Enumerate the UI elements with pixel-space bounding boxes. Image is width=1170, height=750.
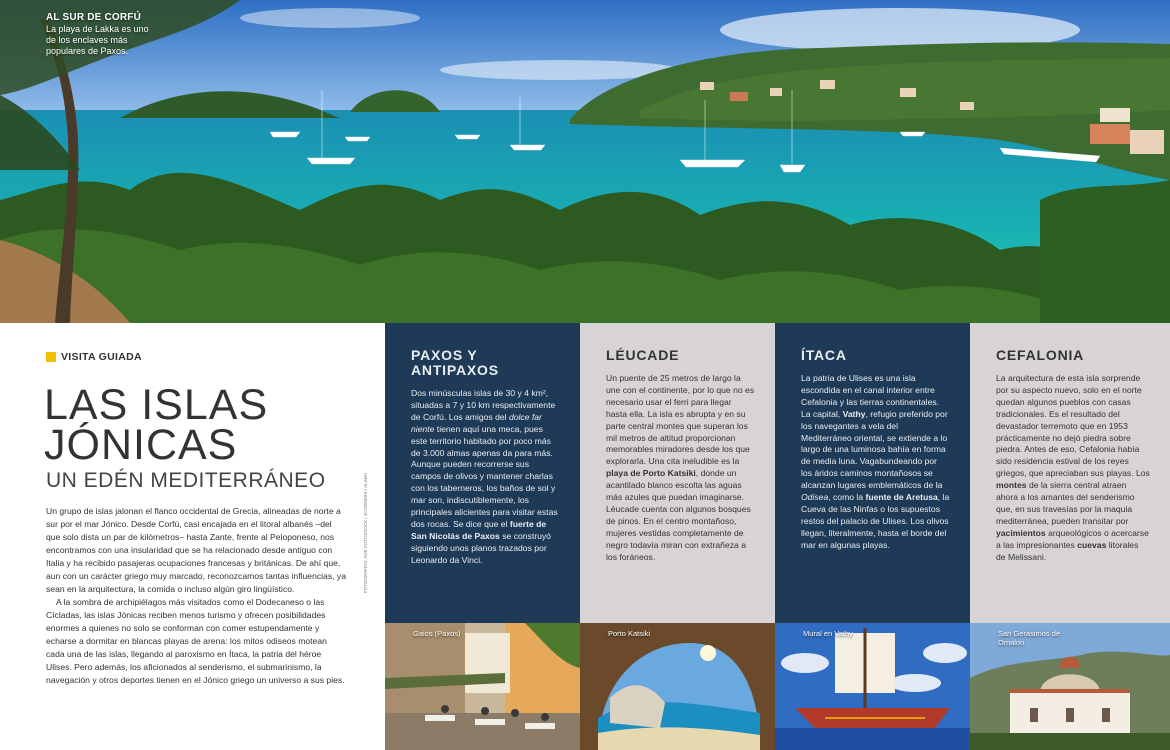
column-leucade (580, 323, 775, 623)
body-text: Un puente de 25 metros de largo la une con el continente, por lo que no es necesario usar el ferri para llegar hasta ella. La isla es abrupta y en su parte central montes que superan los mil metros de altitud proporcionan memorables miradores desde los que explorarla. Una cita ineludible es la (606, 373, 755, 467)
highlight-text: Vathy (842, 408, 866, 419)
intro-paragraph-2: A la sombra de archipiélagos más visitados como el Dodecaneso o las Cícladas, las islas Jónicas reciben menos turismo y ofrecen posibilidades enormes a quienes no solo se conforman con comer estupendamente y echarse a dormitar en blancas playas de arena: los mitos odiseos motean cada una de las islas, llegando al paroxismo en Ítaca, la patria del héroe Ulises. Pero además, los aficionados al senderismo, el submarinismo, la navegación y otros deportes tienen en el Jónico griego un universo a sus pies. (46, 597, 345, 685)
body-text: , donde un acantilado blanco escolta las aguas más azules que puedan imaginarse. Léucade cuenta con algunos bosques de pinos. En el centro montañoso, mujeres vestidas completamente de negro todavía miran con extrañeza a los foráneos. (606, 468, 751, 562)
column-body (801, 373, 950, 552)
column-body (411, 388, 560, 567)
intro-body (46, 505, 346, 687)
title-line-1: LAS ISLAS (44, 381, 269, 429)
lakka-bay-image (0, 0, 1170, 323)
title-line-2: JÓNICAS (44, 421, 238, 469)
photo-gaios (385, 623, 580, 750)
highlight-text: fuente de Aretusa (865, 492, 938, 503)
body-text: arqueológicos o acercarse a las impresionantes (996, 527, 1149, 550)
column-body (996, 373, 1150, 564)
intro-section (0, 323, 385, 750)
column-paxos (385, 323, 580, 623)
hero-caption-text: La playa de Lakka es uno de los enclaves más populares de Paxos. (46, 24, 149, 56)
body-text: , la Cueva de las Ninfas o los supuestos restos del palacio de Ulises. Los olivos llegan, literalmente, hasta el borde del mar en algunas playas. (801, 492, 950, 550)
vathy-mural-image (775, 623, 970, 750)
intro-paragraph-1: Un grupo de islas jalonan el flanco occidental de Grecia, alineadas de norte a sur por el mar Jónico. Desde Corfú, casi encajada en el litoral albanés –del que solo dista un par de kilómetros– hasta Zante, frente al Peloponeso, nos encontramos con una insularidad que se ha relacionado desde antiguo con Italia y ha recibido pasajeras ocupaciones francesas y británicas. De ahí que, aun con un carácter griego muy marcado, reconozcamos tantas influencias, ya sean en la arquitectura, la comida o incluso algún giro lingüístico. (46, 506, 346, 594)
body-text: , como la (828, 492, 866, 503)
column-itaca (775, 323, 970, 623)
body-text: La patria de Ulises es una isla escondida en el canal interior entre Cefalonia y las tierras continentales. La capital, (801, 373, 940, 419)
column-cefalonia (970, 323, 1170, 623)
highlight-text: yacimientos (996, 527, 1046, 538)
body-text: Dos minúsculas islas de 30 y 4 km², situadas a 7 y 10 km respectivamente de Corfú. Los amigos del (411, 388, 556, 422)
italic-text: Odisea (801, 492, 829, 503)
body-text: , refugio preferido por los navegantes a vela del Mediterráneo oriental, se extiende a lo largo de una luminosa bahía en forma de media luna. Vagabundeando por los áridos caminos montañosos se alcanzan lugares emblemáticos de la (801, 408, 948, 491)
body-text: de la sierra central atraen ahora a los amantes del senderismo que, en sus travesías por la maquia mediterránea, pueden transitar por (996, 480, 1135, 526)
highlight-text: cuevas (1077, 539, 1107, 550)
body-text: tienen aquí una meca, pues este territorio habitado por poco más de 3.000 almas apenas da para más. Aunque pueden recorrerse sus campos de olivos y mantener charlas con los taberneros, los baños de sol y mar son, indiscutiblemente, los principales alicientes para visitar estas dos rocas. Se dice que el (411, 423, 558, 529)
hero-caption (46, 12, 156, 57)
page-title (44, 381, 269, 469)
gaios-street-image (385, 623, 580, 750)
italic-text: dolce far niente (411, 411, 542, 434)
highlight-text: fuerte de San Nicolás de Paxos (411, 518, 547, 541)
photo-label: Mural en Vathy (803, 629, 853, 638)
section-tag (46, 351, 142, 363)
hero-caption-title: AL SUR DE CORFÚ (46, 12, 142, 23)
column-title: LÉUCADE (606, 347, 680, 363)
photo-label: Porto Katsiki (608, 629, 651, 638)
section-tag-label: VISITA GUIADA (61, 351, 142, 363)
body-text: se construyó siguiendo unos planos trazados por Leonardo da Vinci. (411, 530, 551, 565)
column-title: CEFALONIA (996, 347, 1085, 363)
photo-porto-katsiki (580, 623, 775, 750)
column-title: PAXOS Y ANTIPAXOS (411, 347, 499, 378)
yellow-square-icon (46, 352, 56, 362)
photo-label: San Gerasimos de Omalon. (998, 629, 1061, 647)
photo-san-gerasimos (970, 623, 1170, 750)
photo-vathy-mural (775, 623, 970, 750)
column-body (606, 373, 755, 564)
photo-credit: FOTOGRAFÍAS: AGE FOTOSTOCK / 4CORNERS / ALAMY (363, 472, 368, 593)
page-subtitle: UN EDÉN MEDITERRÁNEO (46, 469, 326, 492)
highlight-text: montes (996, 480, 1027, 491)
photo-label: Gaios (Paxos) (413, 629, 461, 638)
porto-katsiki-image (580, 623, 775, 750)
hero-photo (0, 0, 1170, 323)
column-title: ÍTACA (801, 347, 847, 363)
body-text: La arquitectura de esta isla sorprende por su aspecto nuevo, solo en el norte quedan algunos pueblos con casas tradicionales. Es el resultado del devastador terremoto que en 1953 prácticamente no dejó piedra sobre piedra. Antes de eso, Cefalonia había sido residencia estival de los reyes griegos, que apreciaban sus playas. Los (996, 373, 1150, 479)
highlight-text: playa de Porto Katsiki (606, 468, 696, 479)
body-text: litorales de Melissani. (996, 539, 1139, 562)
